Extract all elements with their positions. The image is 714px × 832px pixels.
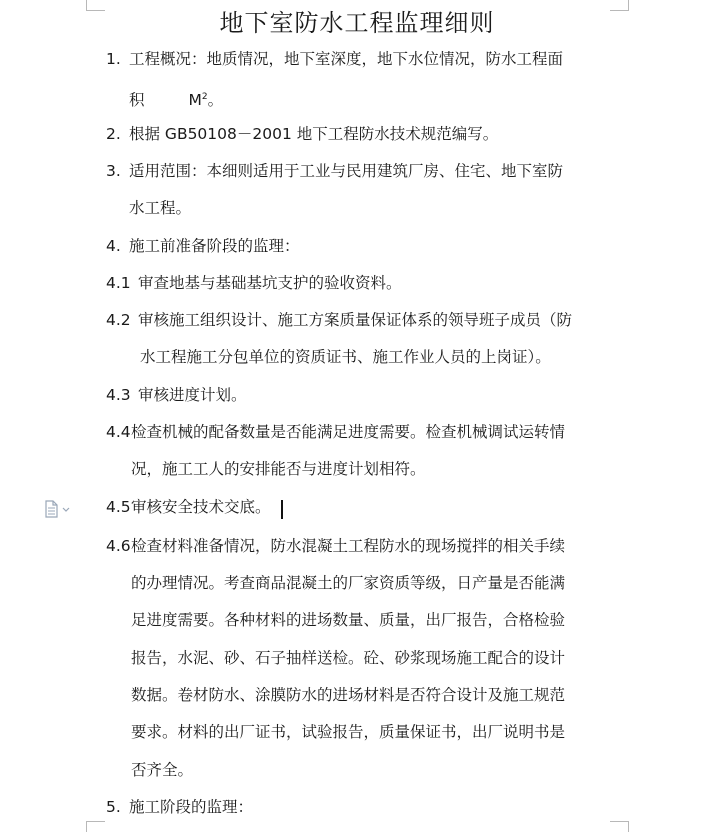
item-number: 4.2 [106, 311, 131, 329]
item-text: 工程概况：地质情况，地下室深度，地下水位情况，防水工程面 [129, 50, 564, 68]
chevron-down-icon [63, 508, 69, 511]
item-text: 审核施工组织设计、施工方案质量保证体系的领导班子成员（防 [138, 311, 573, 329]
item-number: 4.1 [106, 274, 131, 292]
item-text: 否齐全。 [131, 761, 194, 779]
item-text: 水工程施工分包单位的资质证书、施工作业人员的上岗证）。 [140, 348, 551, 366]
item-text: 审查地基与基础基坑支护的验收资料。 [138, 274, 402, 292]
page-corner-mark [610, 821, 629, 832]
item-text: 审核安全技术交底。 [131, 498, 271, 516]
unit-superscript: 2 [201, 92, 208, 102]
item-text: 报告，水泥、砂、石子抽样送检。砼、砂浆现场施工配合的设计 [131, 649, 566, 667]
document-icon [44, 500, 74, 518]
item-text: 施工前准备阶段的监理： [129, 237, 300, 255]
item-number: 4. [106, 237, 121, 255]
item-text: 数据。卷材防水、涂膜防水的进场材料是否符合设计及施工规范 [131, 686, 566, 704]
item-text: 审核进度计划。 [138, 386, 247, 404]
item-text: 况，施工工人的安排能否与进度计划相符。 [131, 460, 426, 478]
item-number: 3. [106, 162, 121, 180]
item-text: 检查机械的配备数量是否能满足进度需要。检查机械调试运转情 [131, 423, 566, 441]
unit-end: 。 [207, 91, 224, 110]
item-number: 2. [106, 125, 121, 143]
item-text: 的办理情况。考查商品混凝土的厂家资质等级，日产量是否能满 [131, 574, 566, 592]
item-text: 根据 GB50108－2001 地下工程防水技术规范编写。 [129, 125, 499, 143]
page-corner-mark [86, 821, 105, 832]
item-number: 5. [106, 798, 121, 816]
item-text: 检查材料准备情况，防水混凝土工程防水的现场搅拌的相关手续 [131, 537, 566, 555]
text-cursor [281, 500, 283, 519]
item-number: 4.5 [106, 498, 131, 516]
item-text: 适用范围：本细则适用于工业与民用建筑厂房、住宅、地下室防 [129, 162, 564, 180]
item-text: 水工程。 [129, 199, 192, 217]
item-number: 1. [106, 50, 121, 68]
item-text: 积 [129, 91, 145, 110]
document-title: 地下室防水工程监理细则 [219, 9, 495, 37]
unit-text: M [188, 91, 202, 110]
item-number: 4.6 [106, 537, 131, 555]
item-text: 足进度需要。各种材料的进场数量、质量，出厂报告，合格检验 [131, 611, 566, 629]
item-number: 4.3 [106, 386, 131, 404]
item-number: 4.4 [106, 423, 131, 441]
item-text: 要求。材料的出厂证书，试验报告，质量保证书，出厂说明书是 [131, 723, 566, 741]
item-text: 施工阶段的监理： [129, 798, 254, 816]
paragraph-menu-button[interactable] [44, 500, 74, 518]
